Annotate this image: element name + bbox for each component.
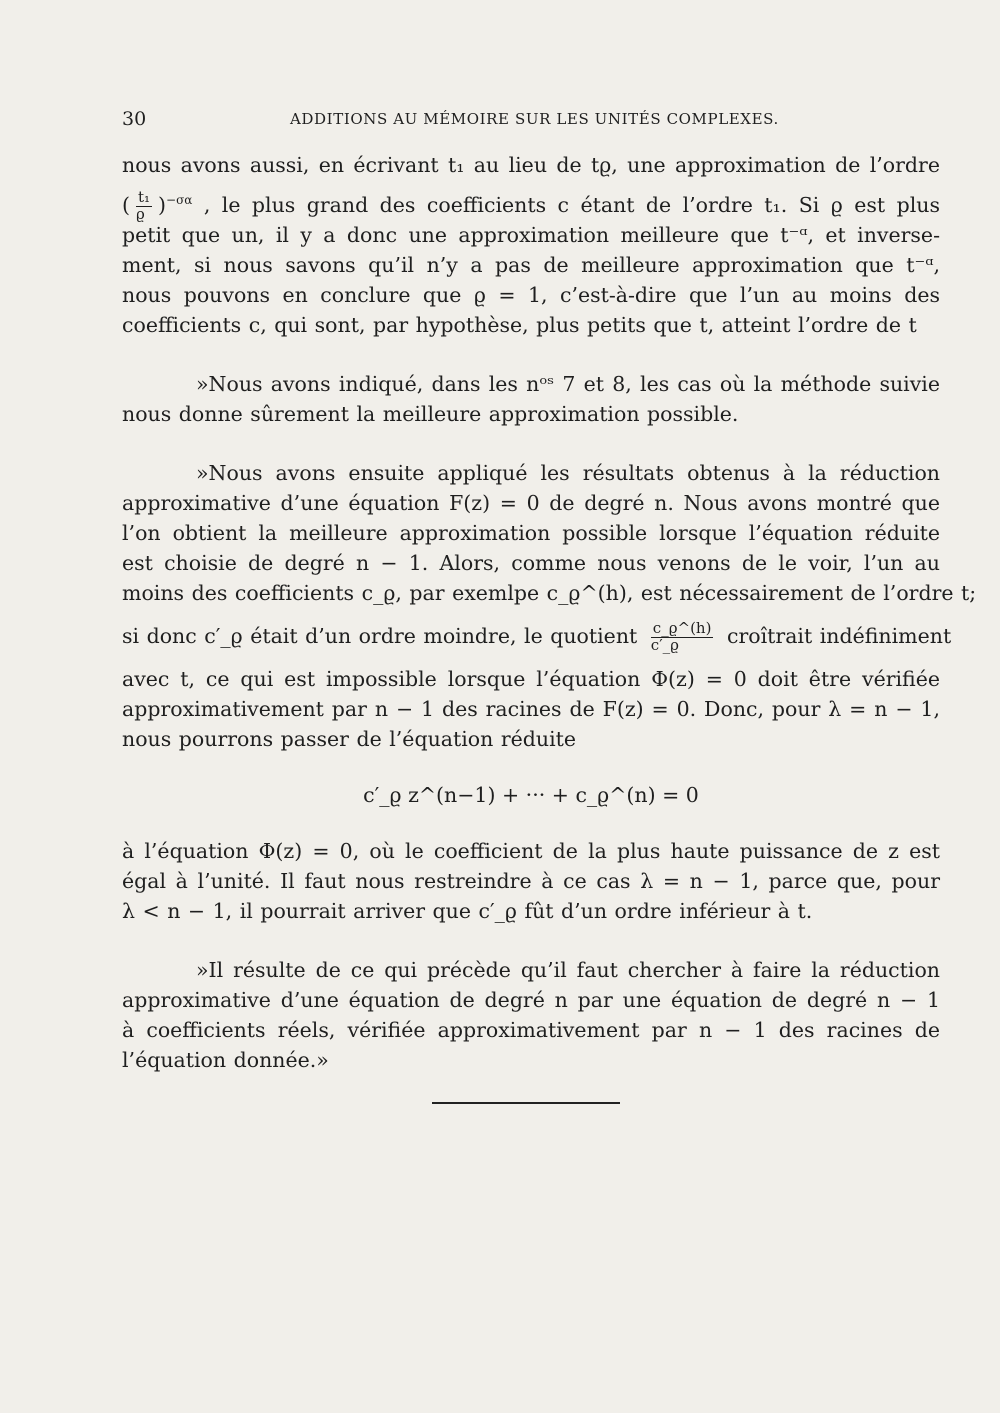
text-line: l’on obtient la meilleure approximation possible lorsque l’équation réduite xyxy=(122,521,940,545)
fraction-denominator: ϱ xyxy=(136,204,145,223)
text-line: approximative d’une équation de degré n par une équation de degré n − 1 xyxy=(122,988,940,1012)
quotient-formula xyxy=(651,621,714,654)
running-header xyxy=(122,108,940,132)
text-line: égal à l’unité. Il faut nous restreindre à ce cas λ = n − 1, parce que, pour xyxy=(122,869,940,893)
text-line: approximativement par n − 1 des racines de F(z) = 0. Donc, pour λ = n − 1, xyxy=(122,697,940,721)
text-line: nous avons aussi, en écrivant t₁ au lieu de tϱ, une approximation de l’ordre xyxy=(122,153,940,177)
text-line: »Il résulte de ce qui précède qu’il faut chercher à faire la réduction xyxy=(196,958,940,982)
text-line: nous donne sûrement la meilleure approximation possible. xyxy=(122,402,739,426)
text-line: moins des coefficients c_ϱ, par exemlpe c_ϱ^(h), est nécessairement de l’ordre t; xyxy=(122,581,977,605)
quotient-numerator: c_ϱ^(h) xyxy=(652,619,712,638)
text-line: à coefficients réels, vérifiée approximativement par n − 1 des racines de xyxy=(122,1018,940,1042)
text-line: approximative d’une équation F(z) = 0 de degré n. Nous avons montré que xyxy=(122,491,940,515)
text-line: ment, si nous savons qu’il n’y a pas de meilleure approximation que t⁻ᵅ, xyxy=(122,253,940,277)
section-end-rule xyxy=(432,1102,620,1104)
text-fragment: , le plus grand des coefficients c étant de l’ordre t₁. Si ϱ est plus xyxy=(203,192,940,217)
text-line: à l’équation Φ(z) = 0, où le coefficient de la plus haute puissance de z est xyxy=(122,839,940,863)
display-equation: c′_ϱ z^(n−1) + ··· + c_ϱ^(n) = 0 xyxy=(363,783,699,807)
text-line xyxy=(122,180,940,223)
text-line: l’équation donnée.» xyxy=(122,1048,329,1072)
fraction-exponent: −σα xyxy=(166,193,193,207)
text-line: petit que un, il y a donc une approximation meilleure que t⁻ᵅ, et inverse- xyxy=(122,223,940,247)
text-line xyxy=(122,608,952,664)
text-line: avec t, ce qui est impossible lorsque l’équation Φ(z) = 0 doit être vérifiée xyxy=(122,667,940,691)
text-line: coefficients c, qui sont, par hypothèse, plus petits que t, atteint l’ordre de t xyxy=(122,313,917,337)
fraction-numerator: t₁ xyxy=(138,188,151,207)
text-line: est choisie de degré n − 1. Alors, comme nous venons de le voir, l’un au xyxy=(122,551,940,575)
text-line: »Nous avons ensuite appliqué les résultats obtenus à la réduction xyxy=(196,461,940,485)
running-title: ADDITIONS AU MÉMOIRE SUR LES UNITÉS COMPLEXES. xyxy=(290,110,779,128)
quotient-denominator: c′_ϱ xyxy=(650,636,679,654)
body-text xyxy=(122,150,977,1075)
text-fragment: croîtrait indéfiniment xyxy=(726,624,952,648)
page-number: 30 xyxy=(122,108,147,130)
fraction-formula: ( $\frac{\text{t₁}}{ϱ}$ )$^{-\sigma\alpha}$ xyxy=(122,188,193,223)
text-line: λ < n − 1, il pourrait arriver que c′_ϱ fût d’un ordre inférieur à t. xyxy=(122,899,813,923)
text-line: nous pouvons en conclure que ϱ = 1, c’est-à-dire que l’un au moins des xyxy=(122,283,940,307)
text-fragment: si donc c′_ϱ était d’un ordre moindre, le quotient xyxy=(122,624,638,648)
text-line: nous pourrons passer de l’équation réduite xyxy=(122,727,577,751)
text-line: »Nous avons indiqué, dans les nᵒˢ 7 et 8, les cas où la méthode suivie xyxy=(196,372,940,396)
